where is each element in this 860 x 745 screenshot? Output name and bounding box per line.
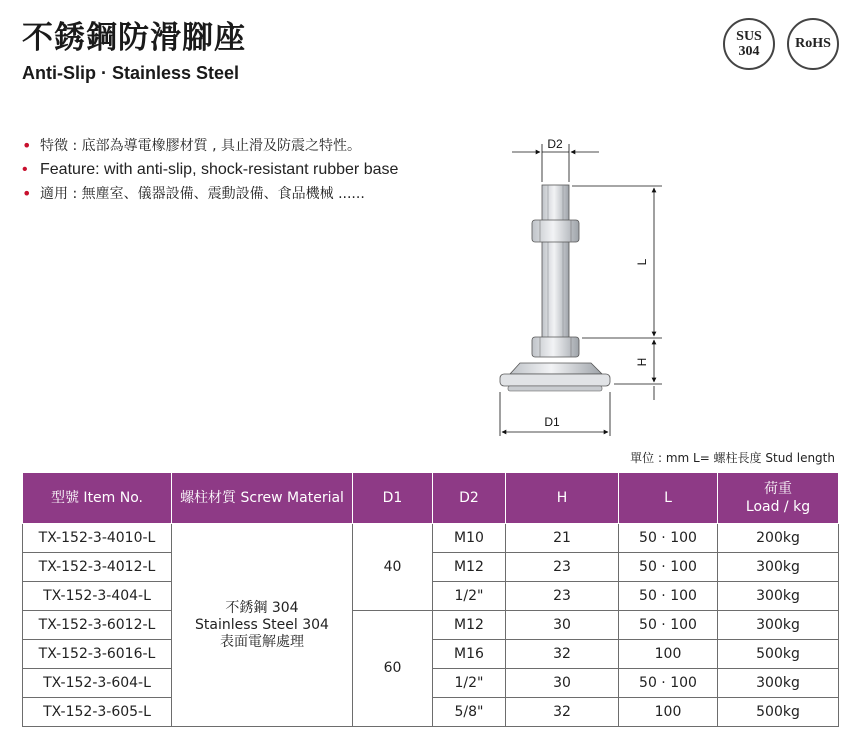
table-header-row — [23, 473, 839, 524]
h-label: H — [635, 357, 649, 367]
l-cell: 50 · 100 — [619, 553, 718, 582]
header-h: H — [506, 473, 619, 524]
feature-text: 特徵 : 底部為導電橡膠材質 , 具止滑及防震之特性。 — [40, 138, 361, 154]
rohs-badge — [787, 18, 839, 70]
l-label: L — [635, 258, 649, 266]
load-cell: 200kg — [718, 524, 839, 553]
l-cell: 50 · 100 — [619, 669, 718, 698]
item-cell: TX-152-3-4010-L — [23, 524, 172, 553]
h-cell: 30 — [506, 611, 619, 640]
h-dimension — [614, 340, 662, 400]
load-cell: 500kg — [718, 698, 839, 727]
l-cell: 100 — [619, 698, 718, 727]
bullet-icon: • — [22, 161, 28, 178]
l-cell: 50 · 100 — [619, 582, 718, 611]
load-cell: 300kg — [718, 553, 839, 582]
item-cell: TX-152-3-604-L — [23, 669, 172, 698]
page-title: 不銹鋼防滑腳座 — [22, 20, 246, 56]
d1-cell: 60 — [353, 611, 433, 727]
d2-cell: M12 — [433, 611, 506, 640]
item-cell: TX-152-3-6016-L — [23, 640, 172, 669]
header-material: 螺柱材質 Screw Material — [172, 473, 353, 524]
header-l: L — [619, 473, 718, 524]
load-cell: 500kg — [718, 640, 839, 669]
load-cell: 300kg — [718, 582, 839, 611]
feature-text: 適用 : 無塵室、儀器設備、震動設備、食品機械 ...... — [40, 186, 365, 202]
sus-badge-line2: 304 — [738, 44, 760, 59]
header-d1: D1 — [353, 473, 433, 524]
h-cell: 21 — [506, 524, 619, 553]
header-d2: D2 — [433, 473, 506, 524]
sus-badge-line1: SUS — [736, 29, 762, 44]
item-cell: TX-152-3-6012-L — [23, 611, 172, 640]
d2-cell: M12 — [433, 553, 506, 582]
feature-item — [22, 134, 398, 158]
item-cell: TX-152-3-404-L — [23, 582, 172, 611]
d2-cell: 1/2" — [433, 669, 506, 698]
page-subtitle: Anti-Slip · Stainless Steel — [22, 63, 240, 83]
bullet-icon: • — [22, 184, 32, 203]
rubber-base — [500, 363, 610, 391]
table-row — [23, 524, 839, 553]
d1-cell: 40 — [353, 524, 433, 611]
d2-label: D2 — [547, 137, 563, 151]
d2-cell: M10 — [433, 524, 506, 553]
threaded-stud — [542, 185, 569, 355]
h-cell: 32 — [506, 640, 619, 669]
bullet-icon: • — [22, 136, 32, 155]
header-load-en: Load / kg — [745, 499, 811, 515]
d2-cell: 5/8" — [433, 698, 506, 727]
d1-dimension — [500, 392, 610, 436]
l-cell: 50 · 100 — [619, 524, 718, 553]
material-cell — [172, 524, 353, 727]
feature-list — [22, 134, 398, 206]
material-line: 表面電解處理 — [220, 633, 304, 650]
material-line: Stainless Steel 304 — [195, 616, 329, 633]
feature-item — [22, 182, 398, 206]
feature-item — [22, 158, 398, 182]
item-cell: TX-152-3-605-L — [23, 698, 172, 727]
load-cell: 300kg — [718, 669, 839, 698]
material-line: 不銹鋼 304 — [225, 599, 299, 616]
d2-cell: M16 — [433, 640, 506, 669]
header-load-zh: 荷重 — [764, 481, 792, 497]
l-cell: 100 — [619, 640, 718, 669]
header-item: 型號 Item No. — [23, 473, 172, 524]
header-load — [718, 473, 839, 524]
l-cell: 50 · 100 — [619, 611, 718, 640]
spec-table — [22, 472, 839, 727]
h-cell: 30 — [506, 669, 619, 698]
d1-label: D1 — [544, 415, 560, 429]
lower-nut — [532, 337, 579, 357]
sus304-badge — [723, 18, 775, 70]
l-dimension — [572, 186, 662, 338]
table-row — [23, 611, 839, 640]
h-cell: 32 — [506, 698, 619, 727]
feature-text: Feature: with anti-slip, shock-resistant rubber base — [40, 161, 399, 178]
leveling-foot-drawing — [490, 130, 680, 445]
rohs-badge-label: RoHS — [795, 36, 831, 51]
load-cell: 300kg — [718, 611, 839, 640]
h-cell: 23 — [506, 553, 619, 582]
d2-cell: 1/2" — [433, 582, 506, 611]
item-cell: TX-152-3-4012-L — [23, 553, 172, 582]
unit-note: 單位 : mm L= 螺柱長度 Stud length — [630, 451, 835, 465]
top-nut — [532, 220, 579, 242]
d2-dimension — [512, 137, 599, 182]
h-cell: 23 — [506, 582, 619, 611]
